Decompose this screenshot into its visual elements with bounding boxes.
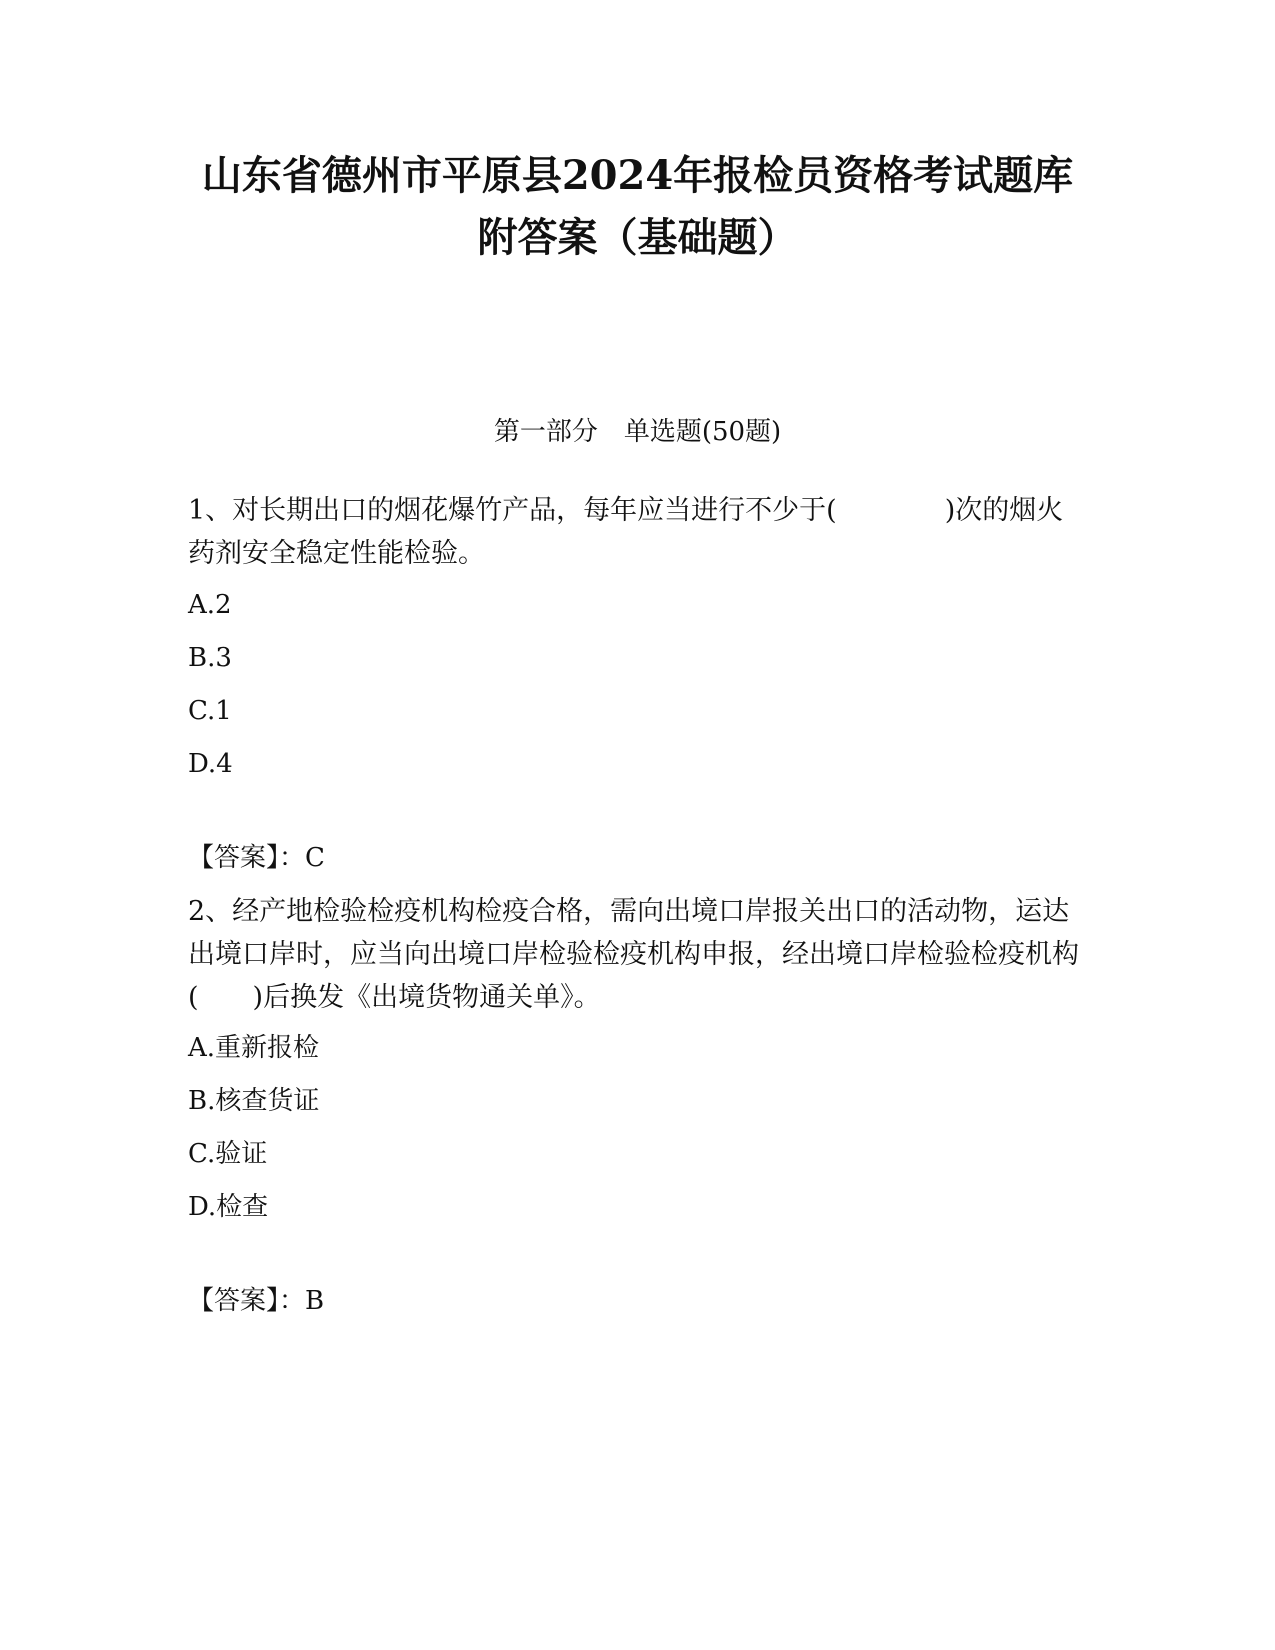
question-2-option-a: A.重新报检 [188,1033,320,1063]
question-2-answer: 【答案】：B [188,1286,325,1316]
document-title-line-1: 山东省德州市平原县2024年报检员资格考试题库 [201,152,1074,199]
question-1-option-b: B.3 [188,643,232,673]
question-2 [188,890,1088,1019]
document-title-line-2: 附答案（基础题） [477,214,798,261]
question-1-text: 1、对长期出口的烟花爆竹产品，每年应当进行不少于( )次的烟火药剂安全稳定性能检验。 [188,495,1064,569]
question-2-option-b: B.核查货证 [188,1086,320,1116]
question-2-option-c: C.验证 [188,1139,268,1169]
question-1-option-d: D.4 [188,749,233,779]
question-1-option-c: C.1 [188,696,232,726]
question-2-text: 2、经产地检验检疫机构检疫合格，需向出境口岸报关出口的活动物，运达出境口岸时，应当向出境口岸检验检疫机构申报，经出境口岸检验检疫机构( )后换发《出境货物通关单》。 [188,896,1079,1013]
question-2-option-d: D.检查 [188,1192,269,1222]
question-1-option-a: A.2 [188,590,232,620]
question-1 [188,489,1088,575]
question-1-answer: 【答案】：C [188,843,325,873]
document-title [150,145,1125,269]
section-heading: 第一部分 单选题(50题) [493,417,782,447]
